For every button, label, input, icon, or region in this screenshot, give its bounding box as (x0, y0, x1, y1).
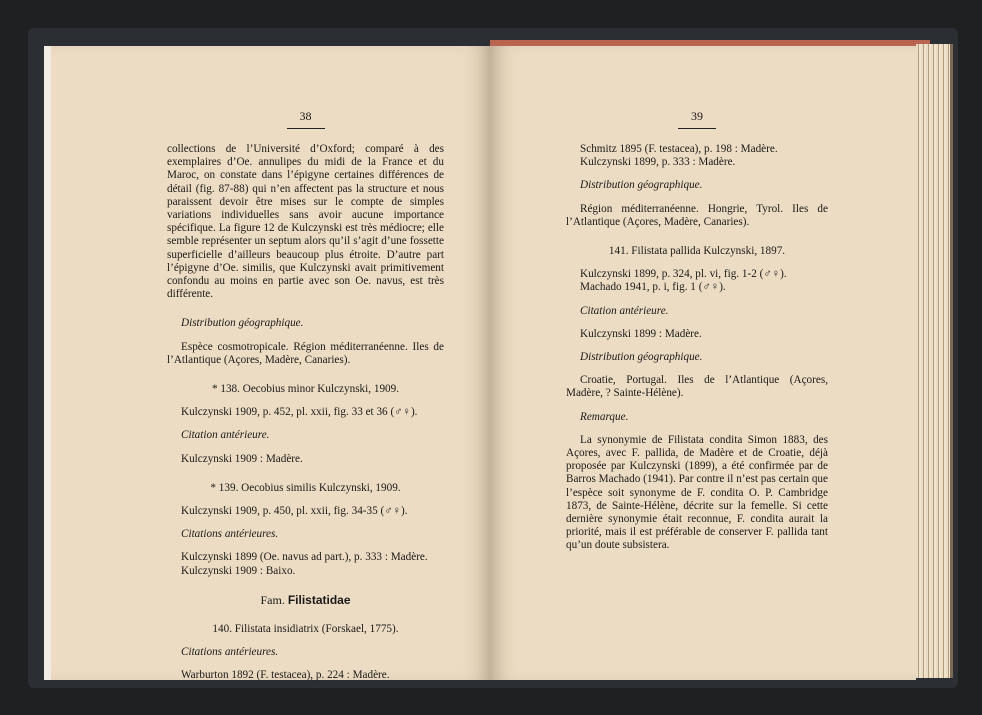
reference: Warburton 1892 (F. testacea), p. 224 : Madère. (181, 669, 390, 682)
species-title: * 139. Oecobius similis Kulczynski, 1909. (210, 481, 401, 494)
section-heading: Citation antérieure. (181, 429, 270, 442)
species-title: * 138. Oecobius minor Kulczynski, 1909. (211, 383, 400, 396)
right-page (490, 46, 916, 680)
reference: Kulczynski 1899, p. 324, pl. vi, fig. 1-2 (♂♀). (580, 268, 787, 281)
reference: Kulczynski 1899 : Madère. (580, 327, 702, 340)
section-heading: Distribution géographique. (181, 317, 304, 330)
reference: Kulczynski 1909, p. 452, pl. xxii, fig. 33 et 36 (♂♀). (181, 406, 418, 419)
section-heading: Distribution géographique. (580, 351, 703, 364)
paragraph: Région méditerranéenne. Hongrie, Tyrol. Iles de l’Atlantique (Açores, Madère, Canaries). (566, 202, 828, 228)
section-heading: Citations antérieures. (181, 528, 279, 541)
paragraph: La synonymie de Filistata condita Simon 1883, des Açores, avec F. pallida, de Madère et de Croatie, déjà proposée par Kulczynski (1899), a été confirmée par de Barros Machado (1941). Par contre il n’est pas certain que l’espèce soit synonyme de F. condita O. P. Cambridge 1873, de Sainte-Hélène, décrite sur la femelle. Si cette dernière synonymie était reconnue, F. condita aurait la priorité, mais il est préférable de conserver F. pallida tant qu’un doute subsistera. (566, 433, 828, 552)
species-title: 140. Filistata insidiatrix (Forskael, 1775). (212, 623, 399, 636)
family-prefix: Fam. (260, 592, 285, 607)
page-number: 38 (299, 109, 312, 123)
section-heading: Citation antérieure. (580, 304, 669, 317)
section-heading: Distribution géographique. (580, 179, 703, 192)
page-number: 39 (691, 109, 703, 123)
page-number-rule (678, 128, 716, 129)
left-page (44, 46, 490, 680)
species-title: 141. Filistata pallida Kulczynski, 1897. (608, 245, 786, 258)
paragraph: Espèce cosmotropicale. Région méditerranéenne. Iles de l’Atlantique (Açores, Madère, Canaries). (167, 340, 444, 366)
section-heading: Remarque. (580, 410, 629, 423)
reference: Schmitz 1895 (F. testacea), p. 198 : Madère. (580, 143, 778, 155)
reference: Machado 1941, p. i, fig. 1 (♂♀). (580, 281, 726, 294)
paragraph: collections de l’Université d’Oxford; comparé à des exemplaires d’Oe. annulipes du midi de la France et du Maroc, on constate dans l’épigyne certaines différences de détail (fig. 87-88) qui n’en affectent pas la structure et nous paraissent devoir être mises sur le compte de simples variations individuelles sans avoir aucune importance spécifique. La figure 12 de Kulczynski est très médiocre; elle semble représenter un septum alors qu’il s’agit d’une fossette superficielle d’ailleurs beaucoup plus étroite. D’autre part l’épigyne d’Oe. similis, que Kulczynski avait primitivement confondu au moins en partie avec son Oe. navus, est très différente. (167, 143, 444, 301)
section-heading: Citations antérieures. (181, 646, 279, 659)
family-name: Filistatidae (287, 592, 351, 607)
reference: Kulczynski 1909 : Baixo. (181, 564, 296, 577)
reference: Kulczynski 1909, p. 450, pl. xxii, fig. 34-35 (♂♀). (181, 505, 408, 518)
reference: Kulczynski 1899, p. 333 : Madère. (580, 156, 736, 169)
paragraph: Croatie, Portugal. Iles de l’Atlantique (Açores, Madère, ? Sainte-Hélène). (566, 374, 828, 400)
reference: Kulczynski 1909 : Madère. (181, 452, 303, 465)
reference: Kulczynski 1899 (Oe. navus ad part.), p. 333 : Madère. (181, 551, 428, 564)
page-number-rule (287, 128, 325, 129)
family-heading (167, 594, 444, 607)
page-stack-edge (916, 44, 953, 678)
